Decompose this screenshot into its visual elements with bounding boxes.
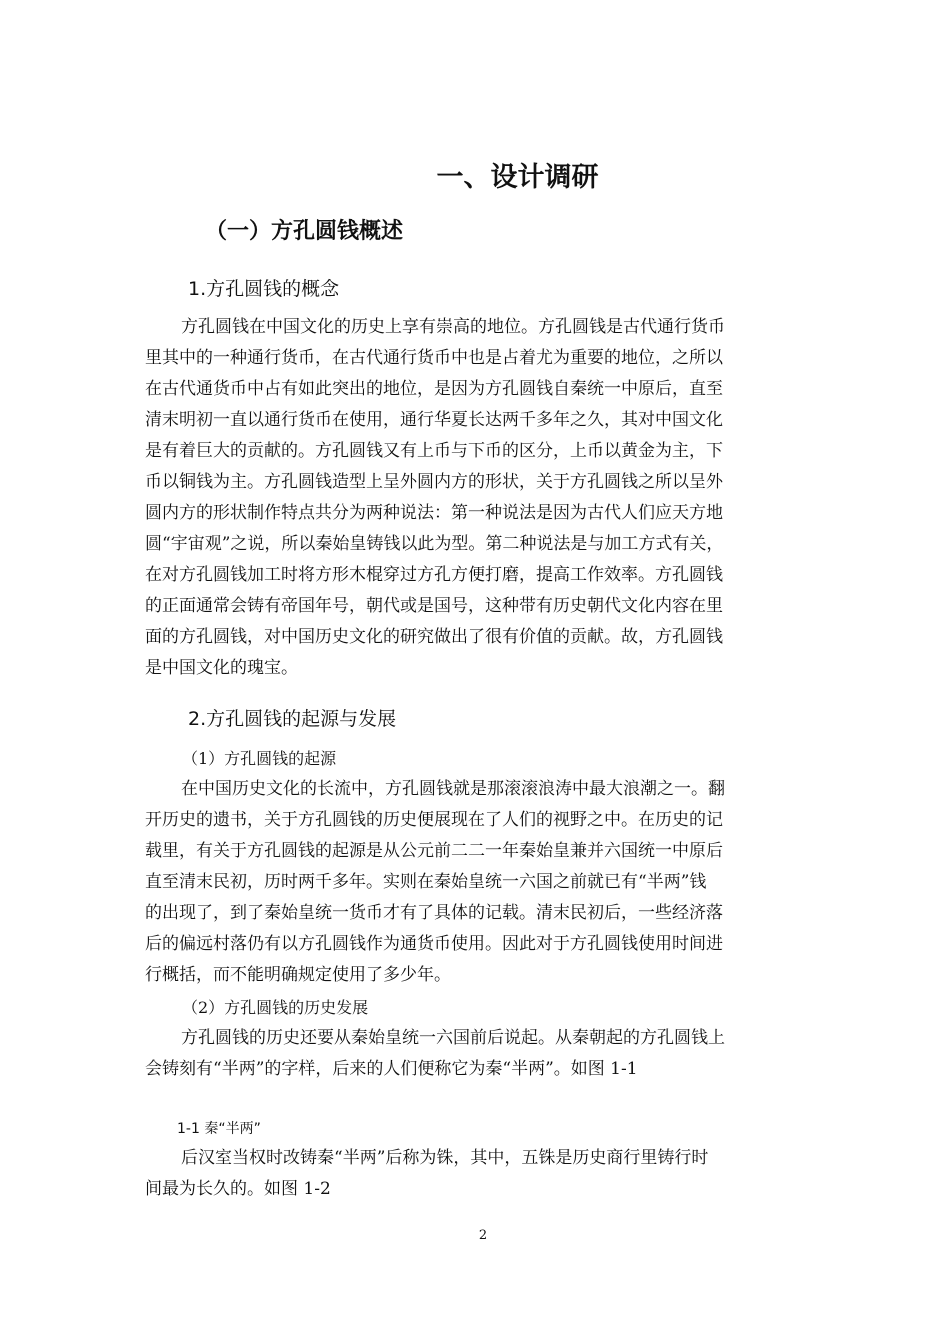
text-line: 的正面通常会铸有帝国年号，朝代或是国号，这种带有历史朝代文化内容在里 [145,596,723,616]
text-line: 的出现了，到了秦始皇统一货币才有了具体的记载。清末民初后，一些经济落 [145,903,723,923]
text-line: 后汉室当权时改铸秦“半两”后称为铢，其中，五铢是历史商行里铸行时 [181,1148,709,1168]
subsection-title-concept: 1.方孔圆钱的概念 [188,278,340,300]
text-line: 清末明初一直以通行货币在使用，通行华夏长达两千多年之久，其对中国文化 [145,410,723,430]
text-line: 圆“宇宙观”之说，所以秦始皇铸钱以此为型。第二种说法是与加工方式有关， [145,534,724,554]
text-line: 后的偏远村落仍有以方孔圆钱作为通货币使用。因此对于方孔圆钱使用时间进 [145,934,723,954]
text-line: 是有着巨大的贡献的。方孔圆钱又有上币与下币的区分，上币以黄金为主，下 [145,441,723,461]
page-number: 2 [478,1228,488,1243]
section-title: （一）方孔圆钱概述 [205,219,404,244]
paragraph-wuzhu [145,1143,825,1205]
text-line: 里其中的一种通行货币，在古代通行货币中也是占着尤为重要的地位，之所以 [145,348,723,368]
text-line: 间最为长久的。如图 1-2 [145,1179,331,1199]
text-line: 载里，有关于方孔圆钱的起源是从公元前二二一年秦始皇兼并六国统一中原后 [145,841,723,861]
item-title-development: （2）方孔圆钱的历史发展 [182,998,369,1017]
text-line: 会铸刻有“半两”的字样，后来的人们便称它为秦“半两”。如图 1-1 [145,1059,638,1079]
text-line: 直至清末民初，历时两千多年。实则在秦始皇统一六国之前就已有“半两”钱 [145,872,707,892]
text-line: 开历史的遗书，关于方孔圆钱的历史便展现在了人们的视野之中。在历史的记 [145,810,723,830]
text-line: 圆内方的形状制作特点共分为两种说法：第一种说法是因为古代人们应天方地 [145,503,723,523]
item-title-origin: （1）方孔圆钱的起源 [182,749,337,768]
text-line: 币以铜钱为主。方孔圆钱造型上呈外圆内方的形状，关于方孔圆钱之所以呈外 [145,472,723,492]
text-line: 行概括，而不能明确规定使用了多少年。 [145,965,451,985]
subsection-title-origin: 2.方孔圆钱的起源与发展 [188,708,397,730]
paragraph-concept [145,312,825,684]
text-line: 方孔圆钱的历史还要从秦始皇统一六国前后说起。从秦朝起的方孔圆钱上 [181,1028,725,1048]
figure-caption: 1-1 秦“半两” [177,1121,261,1137]
paragraph-development [145,1023,825,1085]
text-line: 在中国历史文化的长流中，方孔圆钱就是那滚滚浪涛中最大浪潮之一。翻 [181,779,725,799]
text-line: 是中国文化的瑰宝。 [145,658,298,678]
text-line: 在对方孔圆钱加工时将方形木棍穿过方孔方便打磨，提高工作效率。方孔圆钱 [145,565,723,585]
text-line: 方孔圆钱在中国文化的历史上享有崇高的地位。方孔圆钱是古代通行货币 [181,317,725,337]
text-line: 在古代通货币中占有如此突出的地位，是因为方孔圆钱自秦统一中原后，直至 [145,379,723,399]
text-line: 面的方孔圆钱，对中国历史文化的研究做出了很有价值的贡献。故，方孔圆钱 [145,627,723,647]
paragraph-origin [145,774,825,991]
chapter-title: 一、设计调研 [436,162,599,193]
